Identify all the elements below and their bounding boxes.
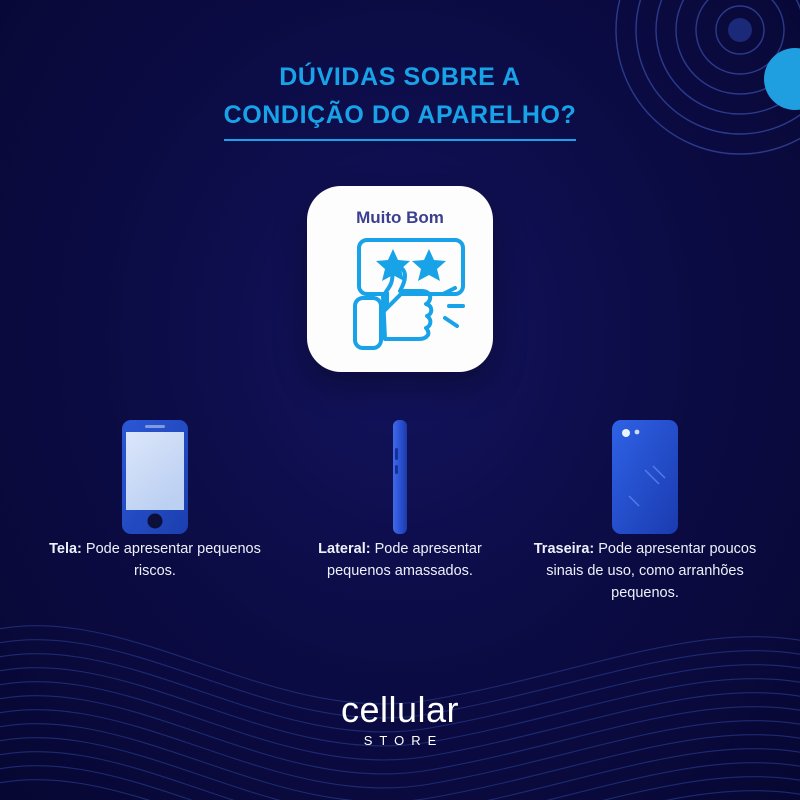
caption-back-text: Pode apresentar poucos sinais de uso, como arranhões pequenos. xyxy=(546,541,757,601)
caption-screen-text: Pode apresentar pequenos riscos. xyxy=(81,541,261,579)
phone-back-slot xyxy=(515,418,775,548)
brand-logo xyxy=(0,690,800,752)
brand-logo-name: cellular xyxy=(340,689,460,730)
caption-back xyxy=(530,538,760,604)
page-title-line-2: CONDIÇÃO DO APARELHO? xyxy=(224,96,577,141)
brand-logo-tagline: STORE xyxy=(363,733,444,748)
phone-front-slot xyxy=(25,418,285,548)
condition-badge-card xyxy=(307,186,493,372)
caption-side-text: Pode apresentar pequenos amassados. xyxy=(327,541,482,579)
phone-illustrations xyxy=(0,418,800,548)
phone-side-edge-icon xyxy=(387,418,413,536)
phone-front-screen-icon xyxy=(119,418,191,536)
caption-screen-label: Tela: xyxy=(49,541,82,557)
thumbs-up-with-two-stars-icon xyxy=(323,234,477,354)
condition-badge-title: Muito Bom xyxy=(356,208,444,227)
phone-side-slot xyxy=(270,418,530,548)
page-title xyxy=(0,58,800,141)
caption-back-label: Traseira: xyxy=(533,541,595,557)
phone-back-cover-icon xyxy=(609,418,681,536)
page-title-line-1: DÚVIDAS SOBRE A xyxy=(279,63,521,91)
caption-screen xyxy=(40,538,270,582)
caption-side xyxy=(285,538,515,582)
caption-side-label: Lateral: xyxy=(318,541,371,557)
